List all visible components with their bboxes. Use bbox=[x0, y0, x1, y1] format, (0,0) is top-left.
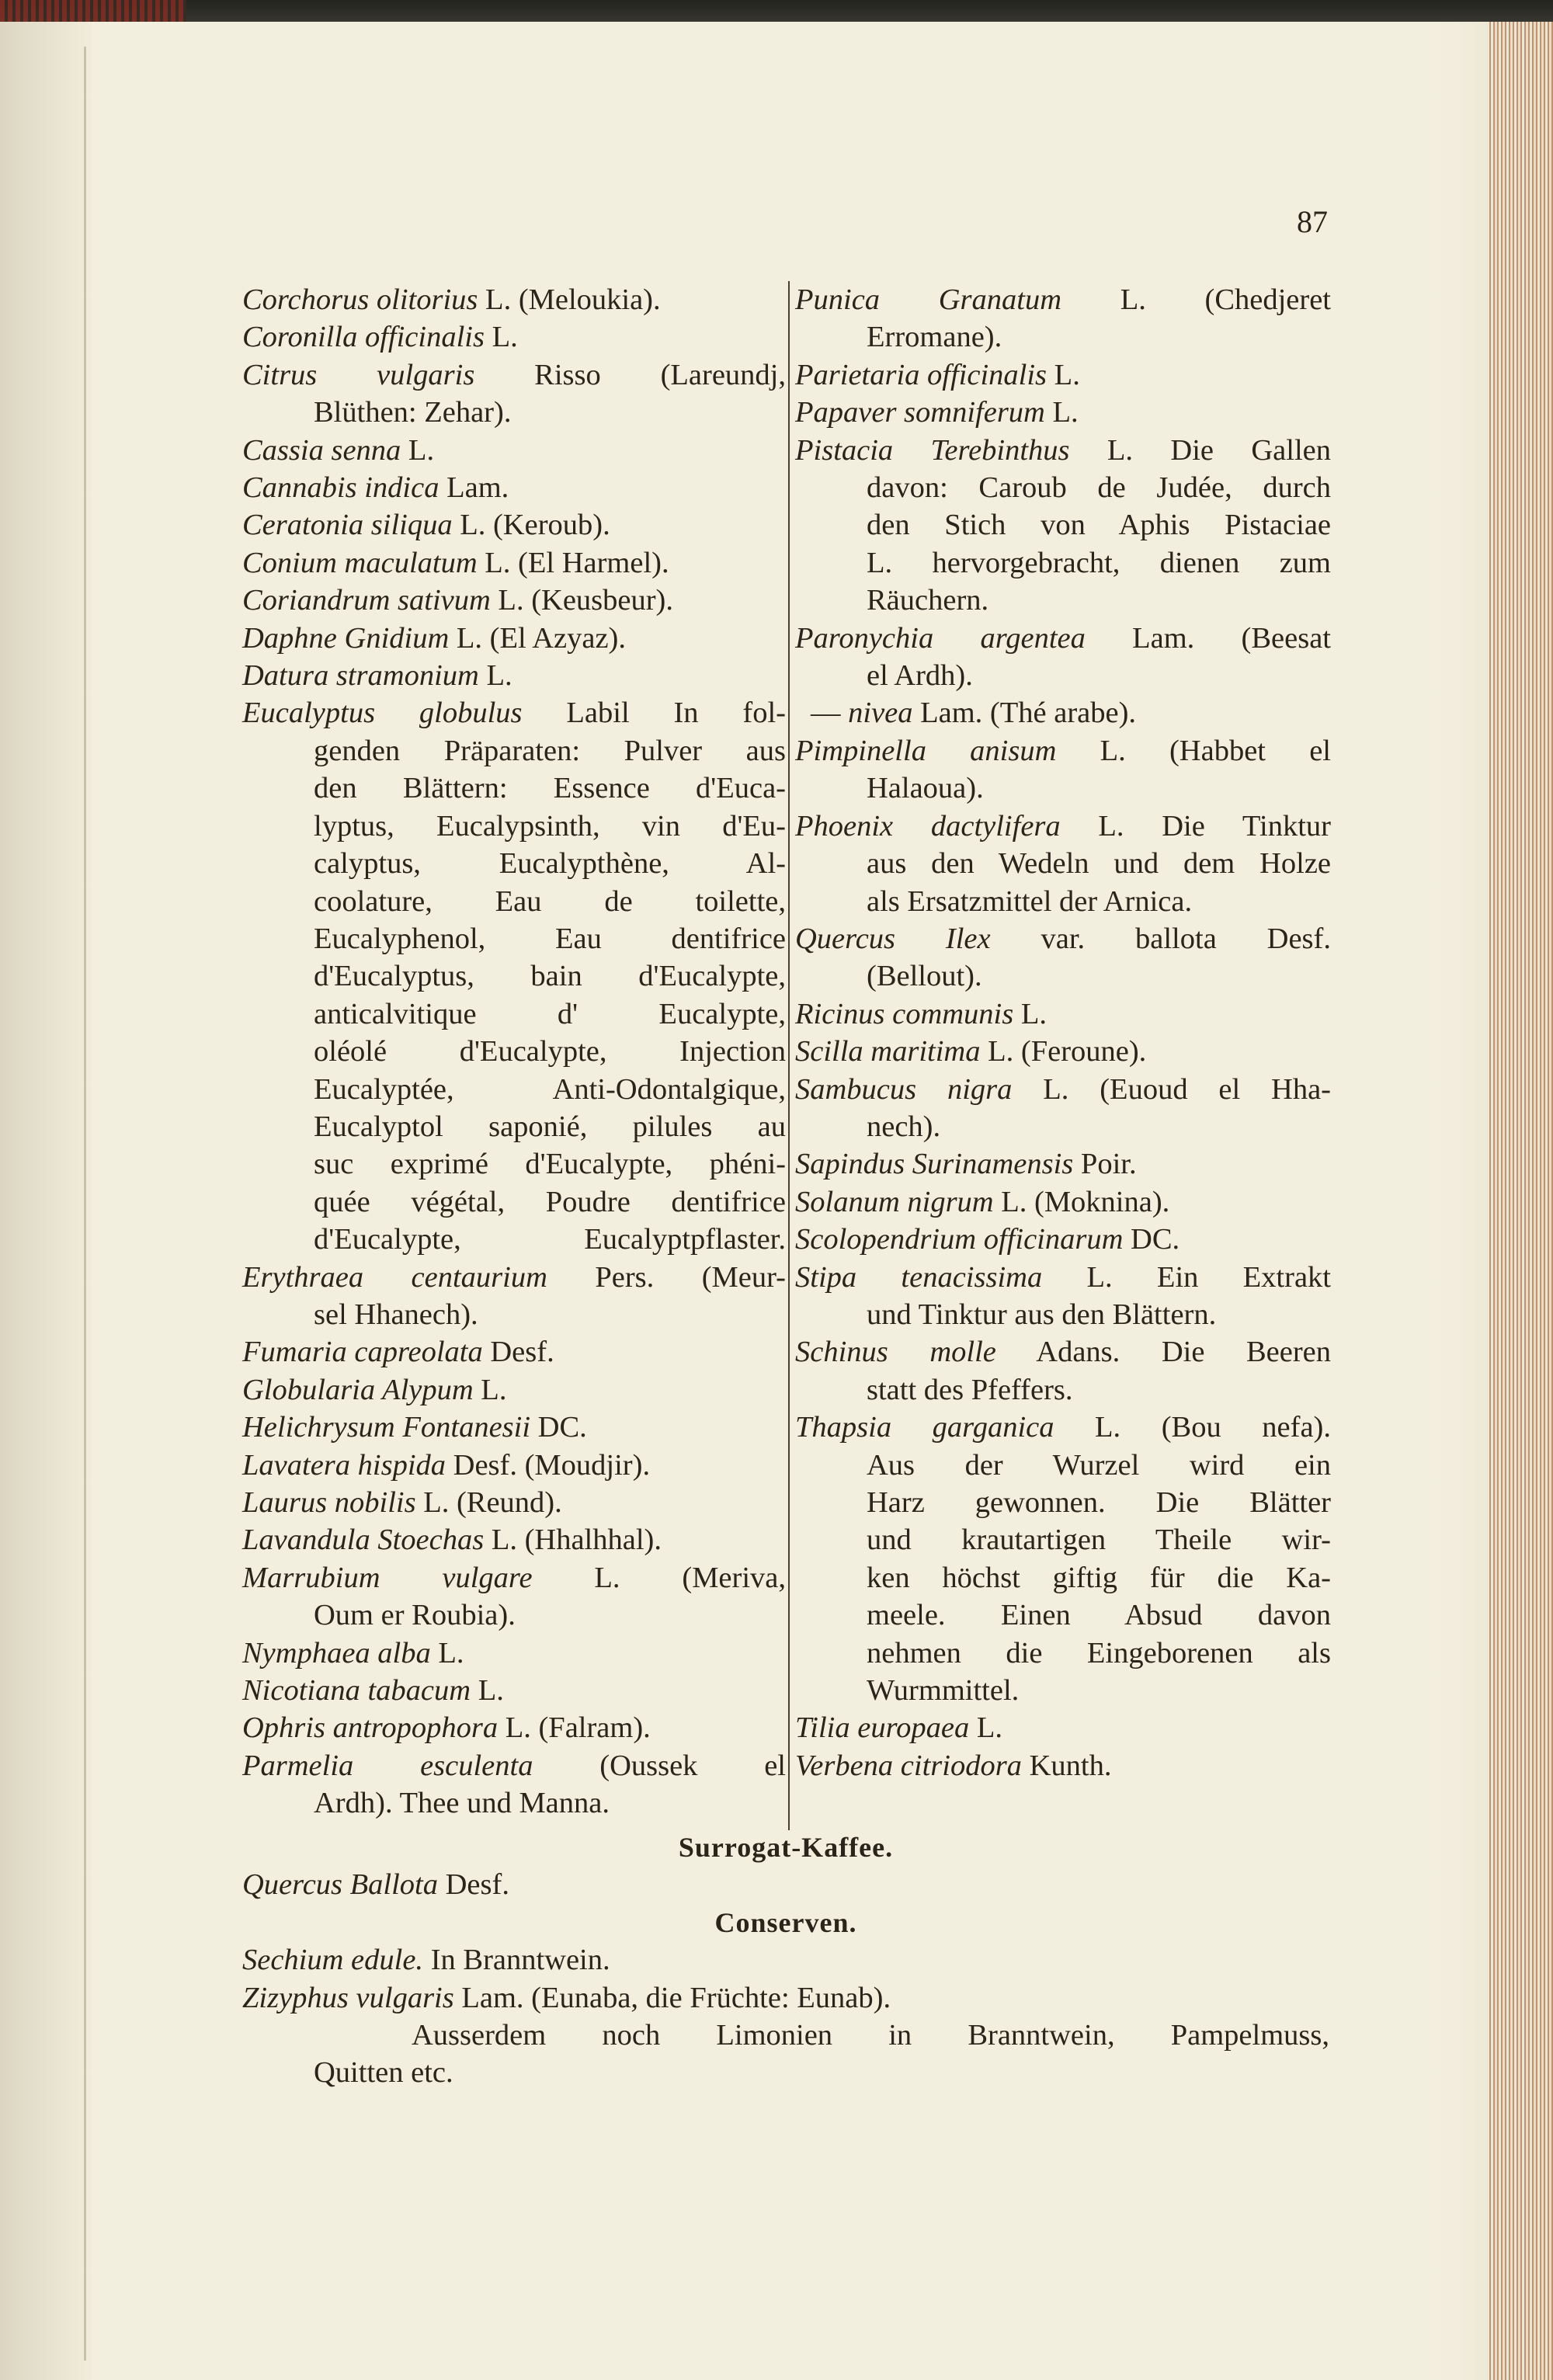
entry-lavatera: Lavatera hispida Desf. (Moudjir). bbox=[242, 1448, 651, 1482]
entry-helichrysum: Helichrysum Fontanesii DC. bbox=[242, 1411, 587, 1444]
entry-nymphaea: Nymphaea alba L. bbox=[242, 1636, 464, 1669]
entry-globularia: Globularia Alypum L. bbox=[242, 1373, 507, 1406]
entry-pimpinella: Pimpinella anisum L. (Habbet el Halaoua). bbox=[795, 734, 1331, 805]
entry-nicotiana: Nicotiana tabacum L. bbox=[242, 1674, 504, 1708]
heading-conserven: Conserven. bbox=[714, 1906, 857, 1938]
column-divider bbox=[788, 281, 790, 1830]
entry-cannabis: Cannabis indica Lam. bbox=[242, 471, 509, 505]
right-column bbox=[795, 281, 1331, 1784]
entry-zizyphus: Zizyphus vulgaris Lam. (Eunaba, die Früchte: Eunab). bbox=[242, 1981, 891, 2014]
entry-scilla: Scilla maritima L. (Feroune). bbox=[795, 1035, 1147, 1068]
entry-marrubium: Marrubium vulgare L. (Meriva, Oum er Roubia). bbox=[242, 1561, 787, 1632]
page-number: 87 bbox=[1297, 204, 1328, 239]
entry-stipa: Stipa tenacissima L. Ein Extrakt und Tinktur aus den Blättern. bbox=[795, 1260, 1331, 1331]
entry-scolopendrium: Scolopendrium officinarum DC. bbox=[795, 1223, 1180, 1256]
closing-paragraph-line1: Ausserdem noch Limonien in Branntwein, Pampelmuss, bbox=[412, 2019, 1329, 2052]
entry-papaver: Papaver somniferum L. bbox=[795, 396, 1079, 429]
entry-corchorus: Corchorus olitorius L. (Meloukia). bbox=[242, 283, 661, 316]
heading-surrogat-kaffee: Surrogat-Kaffee. bbox=[678, 1832, 894, 1863]
entry-fumaria: Fumaria capreolata Desf. bbox=[242, 1336, 554, 1369]
entry-sapindus: Sapindus Surinamensis Poir. bbox=[795, 1148, 1137, 1181]
entry-verbena: Verbena citriodora Kunth. bbox=[795, 1749, 1112, 1782]
entry-sambucus: Sambucus nigra L. (Euoud el Hha- nech). bbox=[795, 1072, 1331, 1143]
entry-laurus: Laurus nobilis L. (Reund). bbox=[242, 1486, 562, 1519]
entry-ophris: Ophris antropophora L. (Falram). bbox=[242, 1711, 651, 1745]
entry-paronychia-nivea: — nivea Lam. (Thé arabe). bbox=[811, 697, 1137, 730]
bottom-section bbox=[242, 1829, 1329, 2092]
entry-ricinus: Ricinus communis L. bbox=[795, 997, 1047, 1030]
entry-erythraea: Erythraea centaurium Pers. (Meur- sel Hhanech). bbox=[242, 1260, 786, 1331]
entry-paronychia: Paronychia argentea Lam. (Beesat el Ardh). bbox=[795, 621, 1331, 693]
entry-coriandrum: Coriandrum sativum L. (Keusbeur). bbox=[242, 584, 673, 617]
entry-quercus-ilex: Quercus Ilex var. ballota Desf. (Bellout). bbox=[795, 922, 1331, 993]
page-edges bbox=[1489, 22, 1553, 2380]
entry-pistacia: Pistacia Terebinthus L. Die Gallen davon: Caroub de Judée, durch den Stich von Aphis Pistaciae L. hervorgebracht, dienen zum Räuchern. bbox=[795, 433, 1331, 617]
entry-schinus: Schinus molle Adans. Die Beeren statt des Pfeffers. bbox=[795, 1336, 1331, 1406]
entry-punica: Punica Granatum L. (Chedjeret Erromane). bbox=[795, 283, 1331, 354]
entry-ceratonia: Ceratonia siliqua L. (Keroub). bbox=[242, 509, 610, 542]
page-gutter bbox=[0, 22, 92, 2380]
entry-lavandula: Lavandula Stoechas L. (Hhalhhal). bbox=[242, 1524, 662, 1557]
page-fold bbox=[84, 47, 86, 2361]
entry-eucalyptus: Eucalyptus globulus Labil In fol- genden Präparaten: Pulver aus den Blättern: Essence d'Euca- lyptus, Eucalypsinth, vin d'Eu- calyptus, Eucalypthène, Al- coolature, Eau de toilette, Eucalyphenol, Eau dentifrice d'Eucalyptus, bain d'Eucalypte, anticalvitique d' Eucalypte, oléolé d'Eucalypte, Injection Eucalyptée, Anti-Odontalgique, Eucalyptol saponié, pilules au suc exprimé d'Eucalypte, phéni- quée végétal, Poudre dentifrice d'Eucalypte, Eucalyptpflaster. bbox=[242, 697, 786, 1256]
entry-thapsia: Thapsia garganica L. (Bou nefa). Aus der Wurzel wird ein Harz gewonnen. Die Blätter und krautartigen Theile wir- ken höchst giftig für die Ka- meele. Einen Absud davon nehmen die Eingeborenen als Wurmmittel. bbox=[795, 1411, 1331, 1708]
entry-datura: Datura stramonium L. bbox=[242, 659, 512, 693]
entry-cassia: Cassia senna L. bbox=[242, 433, 435, 467]
entry-sechium: Sechium edule. In Branntwein. bbox=[242, 1944, 610, 1977]
closing-paragraph-line2: Quitten etc. bbox=[314, 2056, 453, 2090]
left-column bbox=[242, 281, 786, 1822]
entry-citrus: Citrus vulgaris Risso (Lareundj, Blüthen: Zehar). bbox=[242, 358, 787, 429]
entry-daphne: Daphne Gnidium L. (El Azyaz). bbox=[242, 621, 626, 655]
entry-tilia: Tilia europaea L. bbox=[795, 1711, 1003, 1745]
entry-phoenix: Phoenix dactylifera L. Die Tinktur aus den Wedeln und dem Holze als Ersatzmittel der Arnica. bbox=[795, 809, 1331, 918]
entry-parmelia: Parmelia esculenta (Oussek el Ardh). Thee und Manna. bbox=[242, 1749, 786, 1820]
entry-coronilla: Coronilla officinalis L. bbox=[242, 321, 518, 354]
entry-parietaria: Parietaria officinalis L. bbox=[795, 358, 1080, 391]
entry-solanum: Solanum nigrum L. (Moknina). bbox=[795, 1185, 1170, 1218]
entry-quercus-ballota: Quercus Ballota Desf. bbox=[242, 1868, 509, 1902]
entry-conium: Conium maculatum L. (El Harmel). bbox=[242, 546, 669, 579]
